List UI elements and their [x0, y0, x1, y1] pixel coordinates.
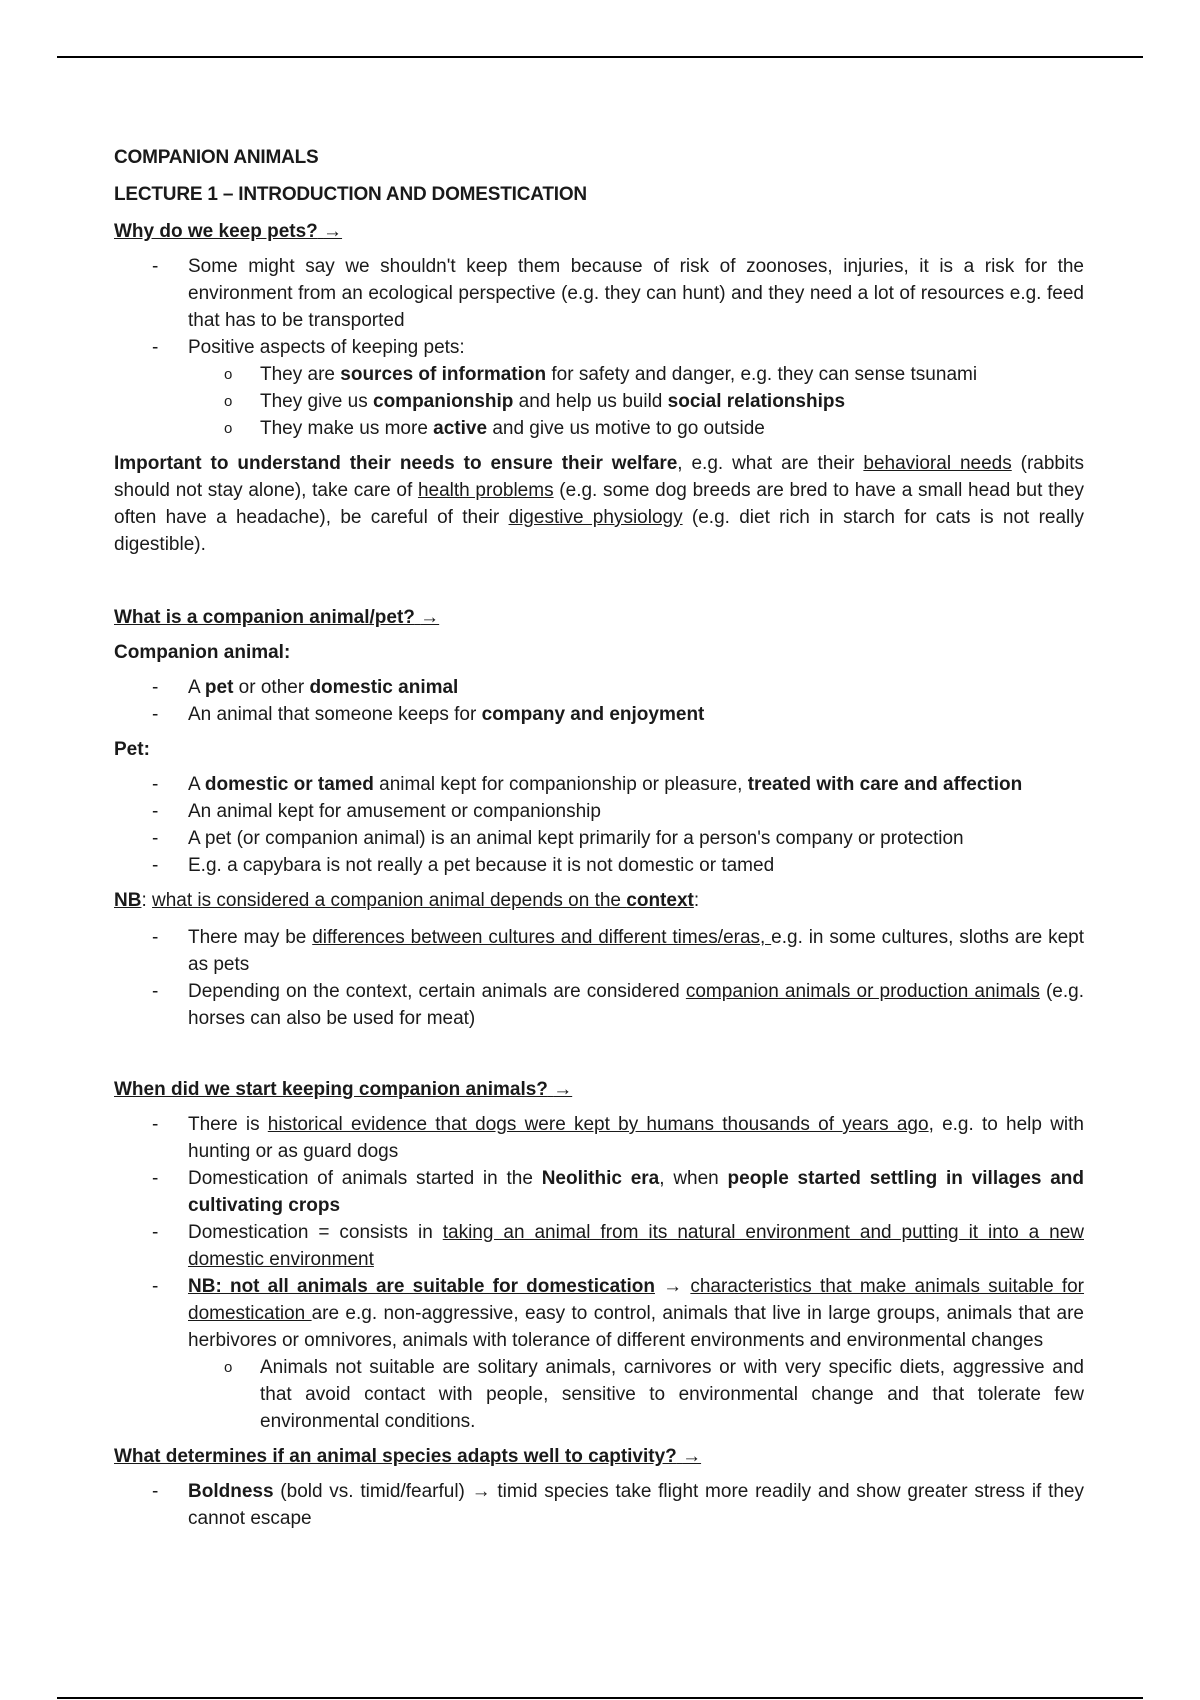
nb-context-note: NB: what is considered a companion animal depends on the context: [114, 890, 700, 911]
sub-list-item: o They give us companionship and help us build social relationships [188, 388, 1084, 415]
list-item: - An animal kept for amusement or companionship [114, 798, 1084, 825]
welfare-paragraph: Important to understand their needs to ensure their welfare, e.g. what are their behavioral needs (rabbits should not stay alone), take care of health problems (e.g. some dog breeds are bred to have a small head but they often have a headache), be careful of their digestive physiology (e.g. diet rich in starch for cats is not really digestible). [114, 453, 1085, 555]
sub-bullet-list [188, 1354, 1084, 1435]
list-item: - NB: not all animals are suitable for domestication → characteristics that make animals suitable for domestication are e.g. non-aggressive, easy to control, animals that live in large groups, animals that are herbivores or omnivores, animals with tolerance of different environments and environmental changes o Animals not suitable are solitary animals, carnivores or with very specific diets, aggressive and that avoid contact with people, sensitive to environmental change and that tolerate few environmental conditions. [114, 1273, 1084, 1435]
arrow-icon: → [553, 1079, 573, 1100]
list-item: - Boldness (bold vs. timid/fearful) → timid species take flight more readily and show greater stress if they cannot escape [114, 1478, 1084, 1532]
list-item: - There is historical evidence that dogs were kept by humans thousands of years ago, e.g. to help with hunting or as guard dogs [114, 1111, 1084, 1165]
arrow-icon: → [323, 221, 343, 242]
arrow-icon: → [420, 607, 440, 628]
arrow-icon: → [682, 1446, 702, 1467]
list-item: - An animal that someone keeps for company and enjoyment [114, 701, 1084, 728]
section-heading-why-keep-pets: Why do we keep pets? → [114, 221, 343, 242]
list-item: - Domestication of animals started in the Neolithic era, when people started settling in villages and cultivating crops [114, 1165, 1084, 1219]
sub-bullet-list [188, 361, 1084, 442]
list-item: - E.g. a capybara is not really a pet because it is not domestic or tamed [114, 852, 1084, 879]
bullet-list [114, 1478, 1084, 1532]
bullet-list [114, 253, 1084, 442]
list-item: - Positive aspects of keeping pets: o They are sources of information for safety and danger, e.g. they can sense tsunami o They give us companionship and help us build social relationships o They make us more active and give us motive to go outside [114, 334, 1084, 442]
header-rule [57, 56, 1143, 58]
bullet-list [114, 771, 1084, 879]
section-heading-when-start-keeping: When did we start keeping companion animals? → [114, 1079, 573, 1100]
document-title: COMPANION ANIMALS [114, 147, 319, 168]
footer-rule [57, 1697, 1143, 1699]
list-item: - There may be differences between cultures and different times/eras, e.g. in some cultures, sloths are kept as pets [114, 924, 1084, 978]
sub-list-item: o They are sources of information for safety and danger, e.g. they can sense tsunami [188, 361, 1084, 388]
bullet-list [114, 674, 1084, 728]
companion-animal-label: Companion animal: [114, 642, 291, 663]
list-item: - A pet (or companion animal) is an animal kept primarily for a person's company or protection [114, 825, 1084, 852]
document-body [114, 144, 1084, 1540]
arrow-icon: → [654, 1276, 691, 1297]
list-item: - A domestic or tamed animal kept for companionship or pleasure, treated with care and affection [114, 771, 1084, 798]
bullet-list [114, 924, 1084, 1032]
section-heading-what-is-companion-animal: What is a companion animal/pet? → [114, 607, 440, 628]
sub-list-item: o Animals not suitable are solitary animals, carnivores or with very specific diets, aggressive and that avoid contact with people, sensitive to environmental change and that tolerate few environmental conditions. [188, 1354, 1084, 1435]
list-item: - Some might say we shouldn't keep them because of risk of zoonoses, injuries, it is a risk for the environment from an ecological perspective (e.g. they can hunt) and they need a lot of resources e.g. feed that has to be transported [114, 253, 1084, 334]
section-heading-adapts-to-captivity: What determines if an animal species adapts well to captivity? → [114, 1446, 702, 1467]
list-item: - Depending on the context, certain animals are considered companion animals or production animals (e.g. horses can also be used for meat) [114, 978, 1084, 1032]
lecture-title: LECTURE 1 – INTRODUCTION AND DOMESTICATION [114, 184, 587, 205]
sub-list-item: o They make us more active and give us motive to go outside [188, 415, 1084, 442]
list-item: - A pet or other domestic animal [114, 674, 1084, 701]
list-item: - Domestication = consists in taking an animal from its natural environment and putting it into a new domestic environment [114, 1219, 1084, 1273]
pet-label: Pet: [114, 739, 150, 760]
bullet-list [114, 1111, 1084, 1435]
